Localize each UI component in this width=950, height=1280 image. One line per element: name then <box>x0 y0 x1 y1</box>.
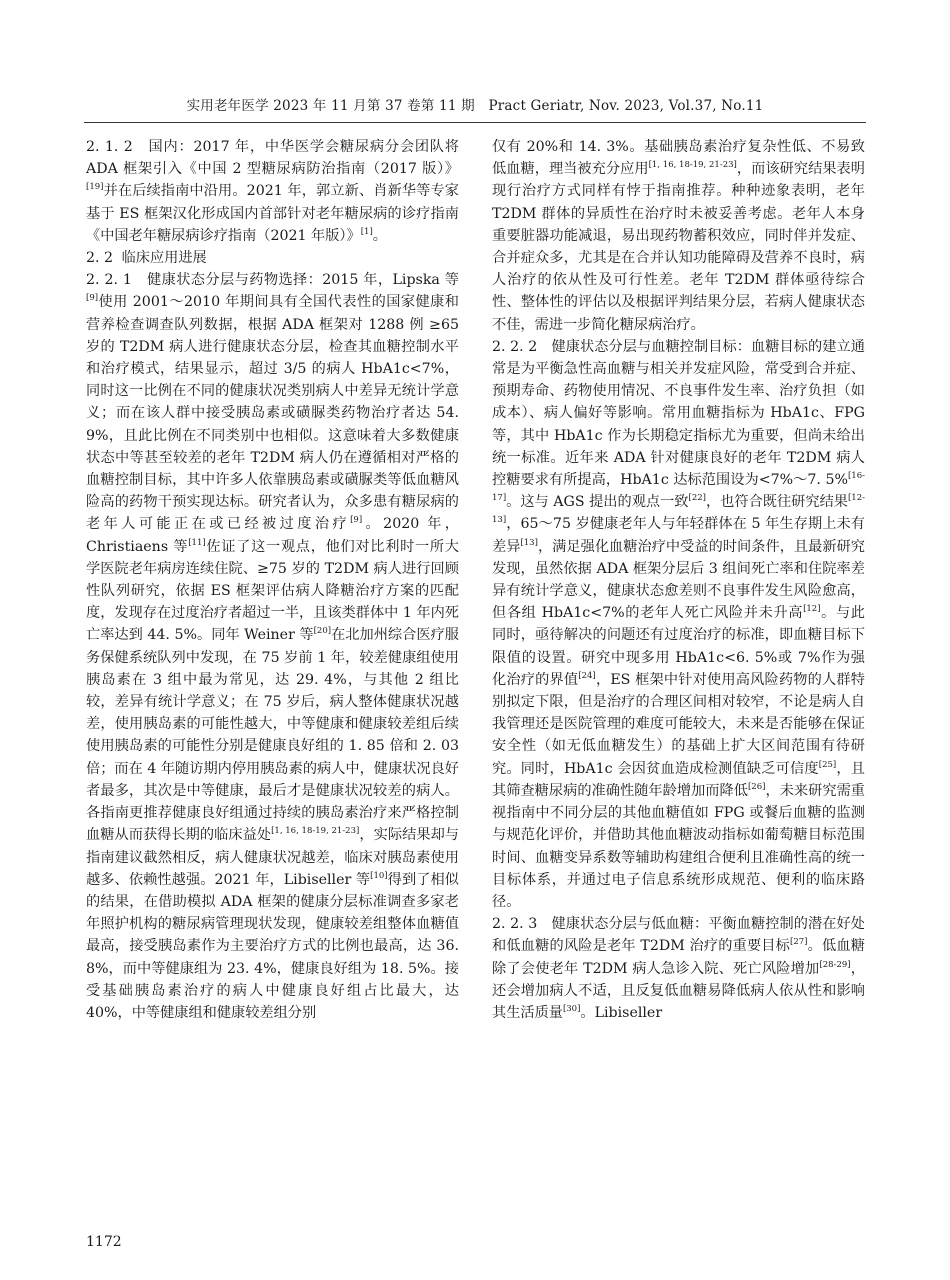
text-run: 仅有 20%和 14. 3%。基础胰岛素治疗复杂性低、不易致低血糖，理当被充分应用 <box>492 139 865 178</box>
citation-ref: [24] <box>578 670 596 681</box>
citation-ref: [9] <box>350 515 363 526</box>
section-2-2-1-paragraph <box>86 269 459 1024</box>
citation-ref: [22] <box>688 493 706 504</box>
text-run: ，也符合既往研究结果 <box>705 494 848 511</box>
text-run: 。低血糖除了会使老年 T2DM 病人急诊入院、死亡风险增加 <box>492 938 865 977</box>
text-run: ，满足强化血糖治疗中受益的时间条件，且最新研究发现，虽然依据 ADA 框架分层后 3 组间死亡率和住院率差异有统计学意义，健康状态愈差则不良事件发生风险愈高，但各组 HbA1c<7%的老年人死亡风险并未升高 <box>492 538 865 622</box>
text-run: 。Libiseller <box>580 1004 663 1021</box>
citation-ref: [12] <box>803 604 821 615</box>
citation-ref: [30] <box>562 1003 581 1014</box>
text-run: 在北加州综合医疗服务保健系统队列中发现，在 75 岁前 1 年，较差健康组使用胰岛素在 3 组中最为常见，达 29. 4%，与其他 2 组比较，差异有统计学意义；在 75 岁后，病人整体健康状况越差，使用胰岛素的可能性越大，中等健康和健康较差组后续使用胰岛素的可能性分别是健康良好组的 1. 85 倍和 2. 03 倍；而在 4 年随访期内停用胰岛素的病人中，健康状况良好者最多，其次是中等健康，最后才是健康状况较差的病人。各指南更推荐健康良好组通过持续的胰岛素治疗来严格控制血糖从而获得长期的临床益处 <box>86 627 459 844</box>
citation-ref: [27] <box>790 937 808 948</box>
text-run: 。与此同时，亟待解决的问题还有过度治疗的标准，即血糖目标下限值的设置。研究中现多用 HbA1c<6. 5%或 7%作为强化治疗的界值 <box>492 605 865 688</box>
text-run: ，且其筛查糖尿病的准确性随年龄增加而降低 <box>492 760 865 799</box>
citation-ref: [10] <box>370 870 388 881</box>
text-run: 。2020 年，Christiaens 等 <box>86 516 459 555</box>
text-run: 2. 2. 2 健康状态分层与血糖控制目标：血糖目标的建立通常是为平衡急性高血糖与相关并发症风险，常受到合并症、预期寿命、药物使用情况、不良事件发生率、治疗负担（如成本）、病人偏好等影响。常用血糖指标为 HbA1c、FPG 等，其中 HbA1c 作为长期稳定指标尤为重要，但尚未给出统一标准。近年来 ADA 针对健康良好的老年 T2DM 病人控糖要求有所提高，HbA1c 达标范围设为<7%～7. 5% <box>492 338 865 489</box>
text-run: 并在后续指南中沿用。2021 年，郭立新、肖新华等专家基于 ES 框架汉化形成国内首部针对老年糖尿病的诊疗指南《中国老年糖尿病诊疗指南（2021 年版）》 <box>86 183 459 244</box>
citation-ref: [9] <box>86 293 99 304</box>
header-rule <box>84 122 866 123</box>
section-2-2-3-paragraph <box>492 913 865 1024</box>
section-title: 临床应用进展 <box>121 250 207 267</box>
citation-ref: [19] <box>86 182 104 193</box>
text-run: ，而该研究结果表明现行治疗方式同样有悖于指南推荐。种种迹象表明，老年 T2DM 群体的异质性在治疗时未被妥善考虑。老年人本身重要脏器功能减退，易出现药物蓄积效应，同时伴并发症、合并症众多，尤其是在合并认知功能障碍及营养不良时，病人治疗的依从性及可行性差。老年 T2DM 群体亟待综合性、整体性的评估以及根据评判结果分层，若病人健康状态不佳，需进一步简化糖尿病治疗。 <box>492 161 865 333</box>
page-number: 1172 <box>86 1234 122 1250</box>
citation-ref: [1, 16, 18-19, 21-23] <box>648 160 737 171</box>
citation-ref: [1] <box>360 226 373 237</box>
text-run: 2. 1. 2 国内：2017 年，中华医学会糖尿病分会团队将 ADA 框架引入《中国 2 型糖尿病防治指南（2017 版）》 <box>86 139 459 178</box>
citation-ref: [11] <box>188 537 206 548</box>
citation-ref: [12-13] <box>492 493 865 526</box>
left-column <box>86 136 459 1226</box>
text-run: ，65～75 岁健康老年人与年轻群体在 5 年生存期上未有差异 <box>492 516 865 555</box>
text-run: 。 <box>372 227 387 244</box>
text-run: 使用 2001～2010 年期间具有全国代表性的国家健康和营养检查调查队列数据，根据 ADA 框架对 1288 例 ≥65 岁的 T2DM 病人进行健康状态分层，检查其血糖控制水平和治疗模式，结果显示，超过 3/5 的病人 HbA1c<7%，同时这一比例在不同的健康状况类别病人中差异无统计学意义；而在该人群中接受胰岛素或磺脲类药物治疗者达 54. 9%，且此比例在不同类别中也相似。这意味着大多数健康状态中等甚至较差的老年 T2DM 病人仍在遵循相对严格的血糖控制目标，其中许多人依靠胰岛素或磺脲类等低血糖风险高的药物干预实现达标。研究者认为，众多患有糖尿病的老年人可能正在或已经被过度治疗 <box>86 294 459 533</box>
text-run: 得到了相似的结果，在借助模拟 ADA 框架的健康分层标准调查多家老年照护机构的糖尿病管理现状发现，健康较差组整体血糖值最高，接受胰岛素作为主要治疗方式的比例也最高，达 36. 8%，而中等健康组为 23. 4%，健康良好组为 18. 5%。接受基础胰岛素治疗的病人中健康良好组占比最大，达 40%，中等健康组和健康较差组分别 <box>86 871 459 1021</box>
section-2-2-2-paragraph <box>492 336 865 913</box>
text-run: 佐证了这一观点，他们对比利时一所大学医院老年病房连续住院、≥75 岁的 T2DM 病人进行回顾性队列研究，依据 ES 框架评估病人降糖治疗方案的匹配度，发现存在过度治疗者超过一半，且该类群体中 1 年内死亡率达到 44. 5%。同年 Weiner 等 <box>86 538 459 644</box>
text-run: ，实际结果却与指南建议截然相反，病人健康状况越差，临床对胰岛素使用越多、依赖性越强。2021 年，Libiseller 等 <box>86 827 459 888</box>
citation-ref: [20] <box>313 626 332 637</box>
text-run: 2. 2. 3 健康状态分层与低血糖：平衡血糖控制的潜在好处和低血糖的风险是老年 T2DM 治疗的重要目标 <box>492 916 865 955</box>
text-run: 。这与 AGS 提出的观点一致 <box>506 494 689 511</box>
citation-ref: [28-29] <box>819 959 851 970</box>
citation-ref: [26] <box>747 781 766 792</box>
text-run: ，还会增加病人不适，且反复低血糖易降低病人依从性和影响其生活质量 <box>492 960 865 1021</box>
continued-paragraph <box>492 136 865 336</box>
section-number: 2. 2 <box>86 250 114 267</box>
text-run: ，未来研究需重视指南中不同分层的其他血糖值如 FPG 或餐后血糖的监测与规范化评价，并借助其他血糖波动指标如葡萄糖目标范围时间、血糖变异系数等辅助构建组合便利且准确性高的统一目标体系，并通过电子信息系统形成规范、便利的临床路径。 <box>492 782 865 910</box>
right-column <box>492 136 865 1226</box>
citation-ref: [25] <box>818 759 837 770</box>
section-heading-2-2 <box>86 247 459 269</box>
running-header: 实用老年医学 2023 年 11 月第 37 卷第 11 期 Pract Geriatr, Nov. 2023, Vol.37, No.11 <box>186 98 764 114</box>
text-run: ，ES 框架中针对使用高风险药物的人群特别拟定下限，但是治疗的合理区间相对较窄，不论是病人自我管理还是医院管理的难度可能较大，未来是否能够在保证安全性（如无低血糖发生）的基础上扩大区间范围有待研究。同时，HbA1c 会因贫血造成检测值缺乏可信度 <box>492 671 865 777</box>
text-run: 2. 2. 1 健康状态分层与药物选择：2015 年，Lipska 等 <box>86 272 459 289</box>
section-2-1-2-paragraph <box>86 136 459 247</box>
citation-ref: [16-17] <box>492 471 865 504</box>
citation-ref: [1, 16, 18-19, 21-23] <box>271 826 360 837</box>
citation-ref: [13] <box>520 537 538 548</box>
